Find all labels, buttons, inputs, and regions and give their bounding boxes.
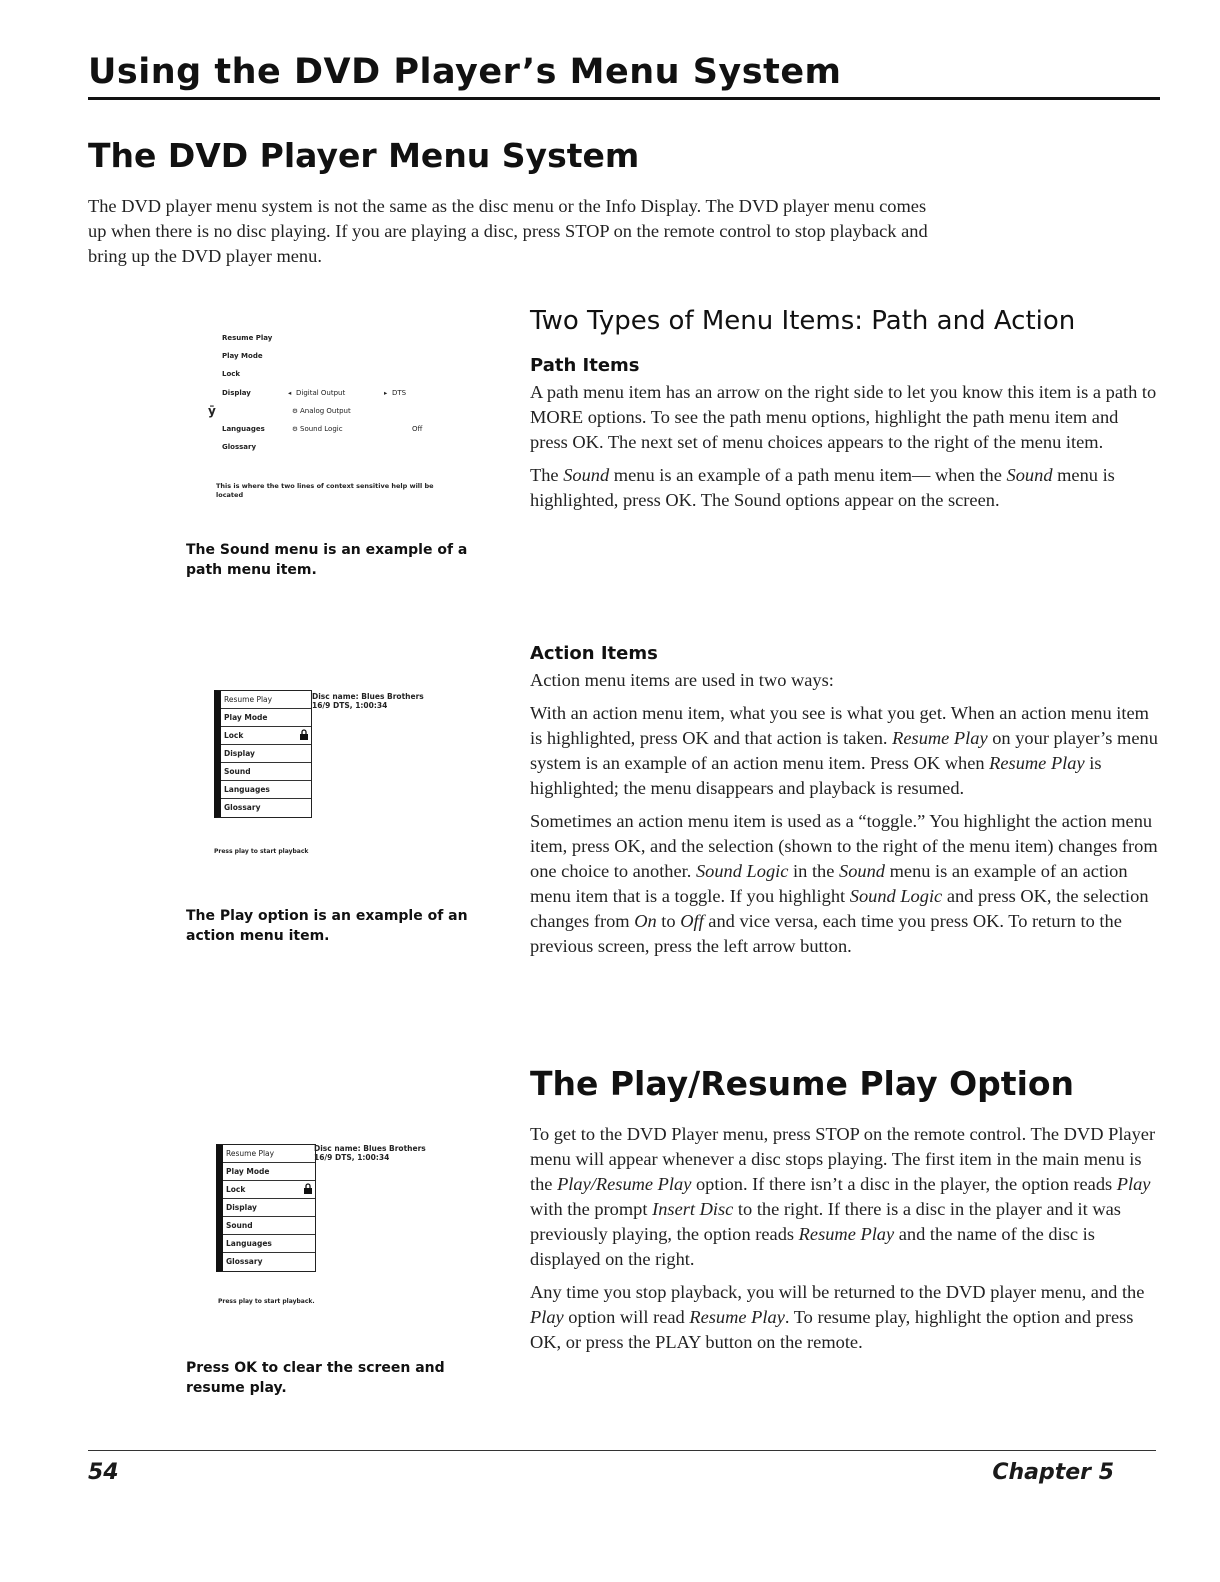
menu-item-languages: Languages <box>223 1235 315 1253</box>
footer-rule <box>88 1450 1156 1451</box>
intro-paragraph: The DVD player menu system is not the same as the disc menu or the Info Display. The DVD player menu comes up when there is no disc playing. If you are playing a disc, press STOP on the remote control to stop playback and bring up the DVD player menu. <box>88 196 928 266</box>
caption-play-option: The Play option is an example of an action menu item. <box>186 908 468 944</box>
page-number: 54 <box>88 1460 119 1485</box>
disc-name: Disc name: Blues Brothers <box>312 692 424 701</box>
play-resume-text <box>530 1122 1162 1363</box>
path-items-paragraph: A path menu item has an arrow on the right side to let you know this item is a path to MORE options. To see the path menu options, highlight the path menu item and press OK. The next set of menu choices appears to the right of the menu item. <box>530 382 1157 452</box>
menu-item: Languages <box>222 425 265 433</box>
play-resume-paragraph-2: Any time you stop playback, you will be returned to the DVD player menu, and the Play option will read Resume Play. To resume play, highlight the option and press OK, or press the PLAY button on the remote. <box>530 1282 1145 1352</box>
value-dts: DTS <box>392 389 407 397</box>
menu-item-glossary: Glossary <box>224 803 261 812</box>
play-resume-paragraph-1: To get to the DVD Player menu, press STOP on the remote control. The DVD Player menu will appear whenever a disc stops playing. The first item in the main menu is the Play/Resume Play option. If there isn’t a disc in the player, the option reads Play with the prompt Insert Disc to the right. If there is a disc in the player and it was previously playing, the option reads Resume Play and the name of the disc is displayed on the right. <box>530 1124 1156 1269</box>
menu-item-label: Lock <box>224 731 244 740</box>
section-title-play-resume: The Play/Resume Play Option <box>530 1064 1075 1103</box>
section-title-two-types: Two Types of Menu Items: Path and Action <box>530 306 1076 336</box>
action-items-heading: Action Items <box>530 643 658 664</box>
menu-item: Glossary <box>222 443 257 451</box>
menu-item: Display <box>222 389 251 397</box>
chapter-label: Chapter 5 <box>992 1460 1114 1485</box>
submenu-item: Analog Output <box>300 407 351 415</box>
menu-item: Resume Play <box>222 334 273 342</box>
action-wysiwyg-paragraph: With an action menu item, what you see is what you get. When an action menu item is highlighted, press OK and that action is taken. Resume Play on your player’s menu system is an example of an action menu item. Press OK when Resume Play is highlighted; the menu disappears and playback is resumed. <box>530 703 1158 798</box>
caption-sound-menu: The Sound menu is an example of a path menu item. <box>186 542 468 578</box>
submenu-item: Sound Logic <box>300 425 343 433</box>
disc-info: 16/9 DTS, 1:00:34 <box>312 701 388 710</box>
caption-resume-play: Press OK to clear the screen and resume play. <box>186 1360 445 1396</box>
menu-item-sound: Sound <box>223 1217 315 1235</box>
path-items-text <box>530 380 1160 521</box>
lock-icon <box>299 729 309 741</box>
help-text: Press play to start playback. <box>218 1298 315 1305</box>
menu-item-display: Display <box>221 745 311 763</box>
sound-example-paragraph: The Sound menu is an example of a path menu item— when the Sound menu is highlighted, press OK. The Sound options appear on the screen. <box>530 465 1115 510</box>
menu-item-play-mode: Play Mode <box>221 709 311 727</box>
disc-info: 16/9 DTS, 1:00:34 <box>314 1153 390 1162</box>
help-text: This is where the two lines of context sensitive help will be located <box>216 482 434 499</box>
path-items-heading: Path Items <box>530 355 640 376</box>
option-icon: ⚙ <box>292 407 298 415</box>
menu-item-lock <box>221 727 311 745</box>
action-toggle-paragraph: Sometimes an action menu item is used as a “toggle.” You highlight the action menu item, press OK, and the selection (shown to the right of the menu item) changes from one choice to another. Sound Logic in the Sound menu is an example of an action menu item that is a toggle. If you highlight Sound Logic and press OK, the selection changes from On to Off and vice versa, each time you press OK. To return to the previous screen, press the left arrow button. <box>530 811 1158 956</box>
menu-item-sound: Sound <box>221 763 311 781</box>
value-off: Off <box>412 425 423 433</box>
right-arrow-icon: ▸ <box>384 389 388 397</box>
menu-item: Lock <box>222 370 241 378</box>
menu-item-lock <box>223 1181 315 1199</box>
action-items-text <box>530 668 1162 967</box>
menu-item-play-mode: Play Mode <box>223 1163 315 1181</box>
left-arrow-icon: ◂ <box>288 389 292 397</box>
sound-menu-screenshot <box>200 326 470 516</box>
disc-name: Disc name: Blues Brothers <box>314 1144 426 1153</box>
submenu-item: Digital Output <box>296 389 346 397</box>
menu-item-resume-play: Resume Play <box>223 1145 315 1163</box>
header-rule <box>88 97 1160 100</box>
cursor-icon: ȳ <box>208 404 216 418</box>
help-text: Press play to start playback <box>214 848 309 855</box>
menu-item-glossary: Glossary <box>226 1257 263 1266</box>
main-menu-list <box>214 690 312 818</box>
menu-item-resume-play: Resume Play <box>221 691 311 709</box>
option-icon: ⚙ <box>292 425 298 433</box>
menu-item-label: Lock <box>226 1185 246 1194</box>
menu-item-languages: Languages <box>221 781 311 799</box>
lock-icon <box>303 1183 313 1195</box>
section-title-menu-system: The DVD Player Menu System <box>88 136 640 175</box>
resume-menu-screenshot <box>212 1140 462 1310</box>
menu-item: Play Mode <box>222 352 263 360</box>
running-header: Using the DVD Player’s Menu System <box>88 52 842 92</box>
action-intro-paragraph: Action menu items are used in two ways: <box>530 670 834 690</box>
menu-item-display: Display <box>223 1199 315 1217</box>
main-menu-list <box>216 1144 316 1272</box>
play-menu-screenshot <box>210 688 460 858</box>
